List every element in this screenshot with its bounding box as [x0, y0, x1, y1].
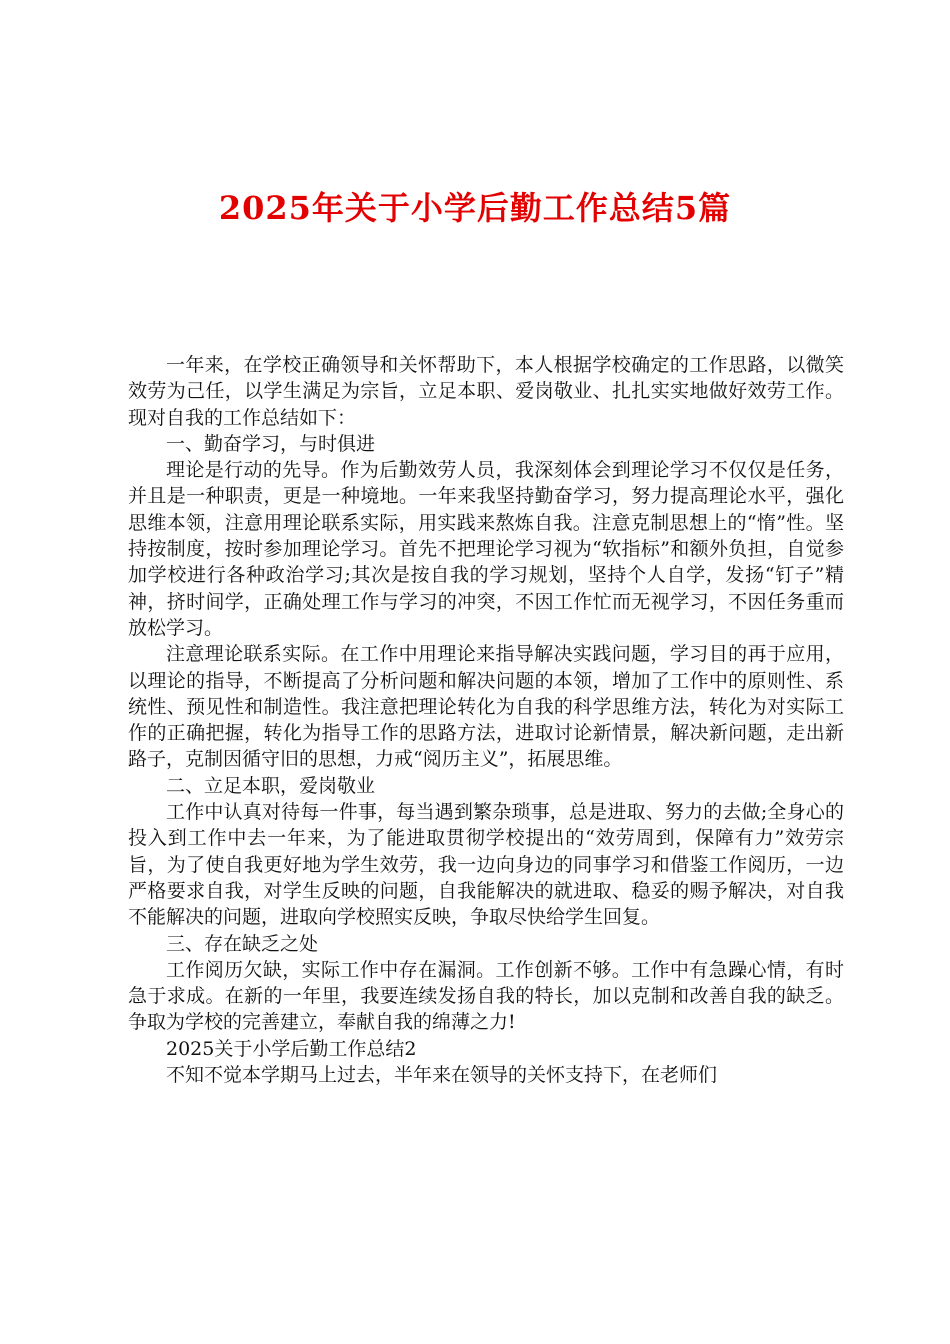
- document-title: 2025年关于小学后勤工作总结5篇: [218, 189, 732, 227]
- paragraph-shortcomings: 工作阅历欠缺，实际工作中存在漏洞。工作创新不够。工作中有急躁心情，有时急于求成。在新的一年里，我要连续发扬自我的特长，加以克制和改善自我的缺乏。争取为学校的完善建立，奉献自我的绵薄之力!: [128, 958, 844, 1034]
- section-heading-3: 三、存在缺乏之处: [166, 932, 319, 955]
- subtitle-summary-2: 2025关于小学后勤工作总结2: [166, 1037, 417, 1060]
- section-heading-1: 一、勤奋学习，与时俱进: [166, 432, 376, 455]
- paragraph-summary-2-start: 不知不觉本学期马上过去，半年来在领导的关怀支持下，在老师们: [166, 1064, 718, 1087]
- paragraph-intro: 一年来，在学校正确领导和关怀帮助下，本人根据学校确定的工作思路，以微笑效劳为己任，以学生满足为宗旨，立足本职、爱岗敬业、扎扎实实地做好效劳工作。现对自我的工作总结如下：: [128, 354, 844, 429]
- paragraph-practice: 注意理论联系实际。在工作中用理论来指导解决实践问题，学习目的再于应用，以理论的指导，不断提高了分析问题和解决问题的本领，增加了工作中的原则性、系统性、预见性和制造性。我注意把理论转化为自我的科学思维方法，转化为对实际工作的正确把握，转化为指导工作的思路方法，进取讨论新情景，解决新问题，走出新路子，克制因循守旧的思想，力戒“阅历主义”，拓展思维。: [128, 643, 844, 771]
- section-heading-2: 二、立足本职，爱岗敬业: [166, 774, 376, 797]
- paragraph-dedication: 工作中认真对待每一件事，每当遇到繁杂琐事，总是进取、努力的去做;全身心的投入到工作中去一年来，为了能进取贯彻学校提出的“效劳周到，保障有力”效劳宗旨，为了使自我更好地为学生效劳，我一边向身边的同事学习和借鉴工作阅历，一边严格要求自我，对学生反映的问题，自我能解决的就进取、稳妥的赐予解决，对自我不能解决的问题，进取向学校照实反映，争取尽快给学生回复。: [128, 801, 844, 929]
- document-body: [128, 352, 844, 1088]
- paragraph-theory: 理论是行动的先导。作为后勤效劳人员，我深刻体会到理论学习不仅仅是任务，并且是一种职责，更是一种境地。一年来我坚持勤奋学习，努力提高理论水平，强化思维本领，注意用理论联系实际，用实践来熬炼自我。注意克制思想上的“惰”性。坚持按制度，按时参加理论学习。首先不把理论学习视为“软指标”和额外负担，自觉参加学校进行各种政治学习;其次是按自我的学习规划，坚持个人自学，发扬“钉子”精神，挤时间学，正确处理工作与学习的冲突，不因工作忙而无视学习，不因任务重而放松学习。: [128, 459, 844, 639]
